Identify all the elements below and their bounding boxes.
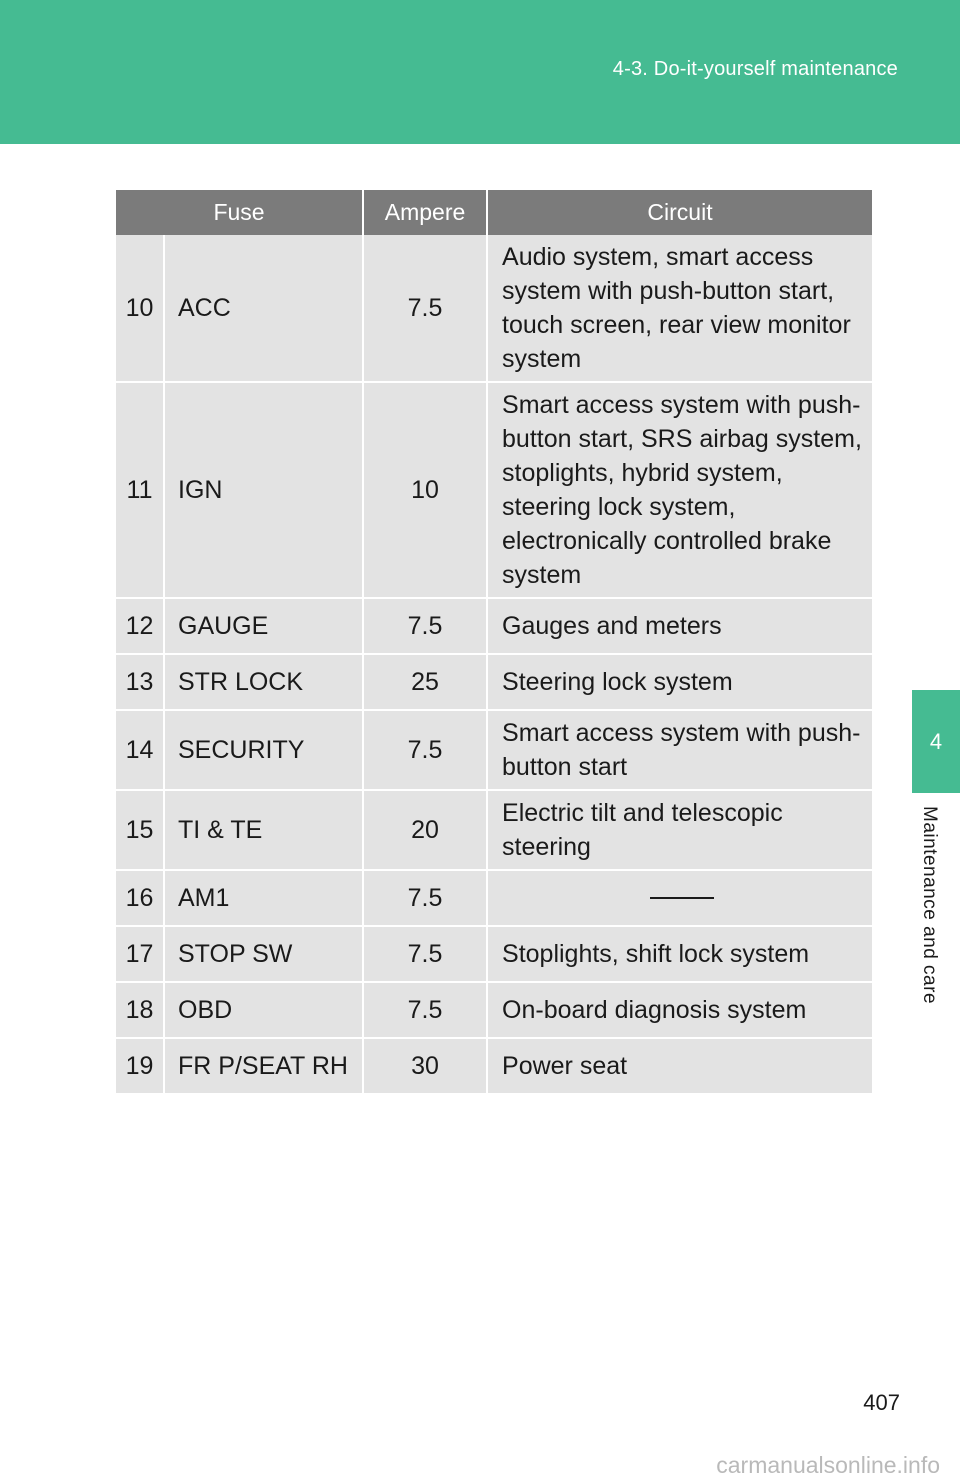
- fuse-circuit: Gauges and meters: [487, 598, 872, 654]
- table-row: [116, 1038, 872, 1094]
- fuse-number: 15: [116, 790, 164, 870]
- fuse-name: STOP SW: [164, 926, 363, 982]
- table-row: [116, 790, 872, 870]
- fuse-ampere: 7.5: [363, 870, 487, 926]
- fuse-circuit: Stoplights, shift lock system: [487, 926, 872, 982]
- table-row: [116, 926, 872, 982]
- fuse-circuit: Steering lock system: [487, 654, 872, 710]
- fuse-number: 18: [116, 982, 164, 1038]
- fuse-ampere: 7.5: [363, 982, 487, 1038]
- column-header-circuit: Circuit: [487, 190, 872, 235]
- fuse-number: 14: [116, 710, 164, 790]
- fuse-ampere: 7.5: [363, 710, 487, 790]
- fuse-name: AM1: [164, 870, 363, 926]
- table-row: [116, 235, 872, 382]
- fuse-circuit: Power seat: [487, 1038, 872, 1094]
- fuse-number: 17: [116, 926, 164, 982]
- table-row: [116, 654, 872, 710]
- table-row: [116, 710, 872, 790]
- fuse-name: GAUGE: [164, 598, 363, 654]
- fuse-name: STR LOCK: [164, 654, 363, 710]
- fuse-circuit: On-board diagnosis system: [487, 982, 872, 1038]
- fuse-ampere: 7.5: [363, 235, 487, 382]
- fuse-ampere: 7.5: [363, 926, 487, 982]
- chapter-label: Maintenance and care: [919, 806, 940, 1005]
- fuse-circuit: Smart access system with push-button start, SRS airbag system, stoplights, hybrid system, steering lock system, electronically controlled brake system: [487, 382, 872, 598]
- fuse-number: 11: [116, 382, 164, 598]
- column-header-ampere: Ampere: [363, 190, 487, 235]
- fuse-ampere: 20: [363, 790, 487, 870]
- fuse-ampere: 10: [363, 382, 487, 598]
- column-header-fuse: Fuse: [116, 190, 363, 235]
- table-row: [116, 598, 872, 654]
- fuse-number: 10: [116, 235, 164, 382]
- empty-dash: [650, 897, 714, 899]
- fuse-name: TI & TE: [164, 790, 363, 870]
- fuse-name: SECURITY: [164, 710, 363, 790]
- header-band: [0, 0, 960, 144]
- fuse-ampere: 7.5: [363, 598, 487, 654]
- chapter-tab[interactable]: [912, 690, 960, 793]
- page-number: 407: [863, 1390, 900, 1415]
- fuse-name: ACC: [164, 235, 363, 382]
- fuse-circuit: Electric tilt and telescopic steering: [487, 790, 872, 870]
- chapter-number: 4: [929, 728, 943, 754]
- fuse-name: IGN: [164, 382, 363, 598]
- fuse-circuit: Audio system, smart access system with push-button start, touch screen, rear view monitor system: [487, 235, 872, 382]
- fuse-circuit: Smart access system with push-button start: [487, 710, 872, 790]
- fuse-number: 12: [116, 598, 164, 654]
- fuse-ampere: 30: [363, 1038, 487, 1094]
- fuse-number: 19: [116, 1038, 164, 1094]
- watermark: carmanualsonline.info: [716, 1452, 940, 1478]
- fuse-ampere: 25: [363, 654, 487, 710]
- table-row: [116, 382, 872, 598]
- table-row: [116, 982, 872, 1038]
- fuse-name: OBD: [164, 982, 363, 1038]
- fuse-name: FR P/SEAT RH: [164, 1038, 363, 1094]
- fuse-circuit-empty: [487, 870, 872, 926]
- table-header-row: [116, 190, 872, 235]
- fuse-number: 16: [116, 870, 164, 926]
- section-title: 4-3. Do-it-yourself maintenance: [612, 58, 898, 80]
- fuse-number: 13: [116, 654, 164, 710]
- table-row: [116, 870, 872, 926]
- fuse-table: [116, 190, 872, 1095]
